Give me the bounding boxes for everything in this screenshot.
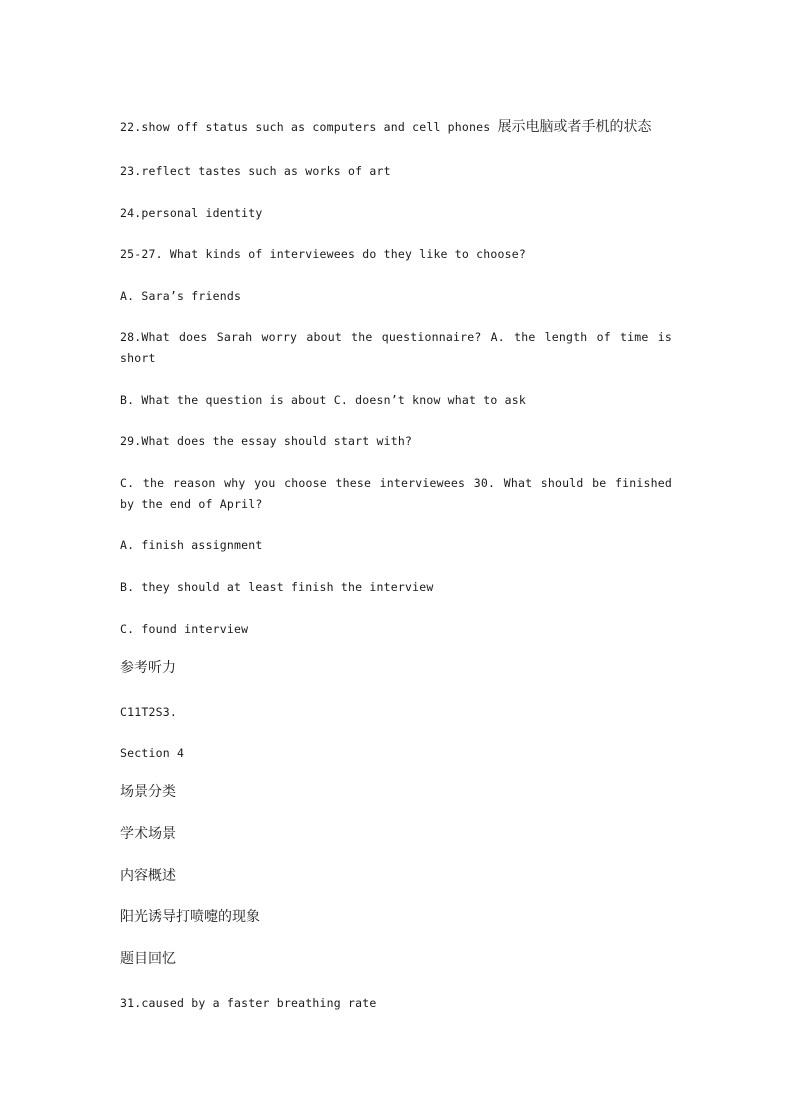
content-overview-heading: 内容概述 [120, 868, 176, 884]
question-24: 24.personal identity [120, 206, 263, 220]
question-28: 28.What does Sarah worry about the questionnaire? A. the length of time is short [120, 330, 672, 365]
question-29-c-question-30: C. the reason why you choose these interviewees 30. What should be finished by the end of April? [120, 476, 672, 511]
test-code: C11T2S3. [120, 705, 177, 719]
question-22-english: 22.show off status such as computers and cell phones [120, 120, 498, 134]
option-a-friends: A. Sara’s friends [120, 289, 242, 303]
reference-listening-heading: 参考听力 [120, 660, 176, 676]
option-c-found: C. found interview [120, 622, 249, 636]
question-recall-heading: 题目回忆 [120, 951, 176, 967]
question-22 [120, 117, 672, 138]
academic-scene-text: 学术场景 [120, 826, 176, 842]
sneeze-topic-text: 阳光诱导打喷嚏的现象 [120, 909, 260, 925]
question-29: 29.What does the essay should start with? [120, 434, 413, 448]
question-31: 31.caused by a faster breathing rate [120, 996, 377, 1010]
question-25-27: 25-27. What kinds of interviewees do they like to choose? [120, 247, 527, 261]
question-23: 23.reflect tastes such as works of art [120, 164, 391, 178]
question-22-chinese: 展示电脑或者手机的状态 [497, 119, 652, 135]
section-label: Section 4 [120, 746, 185, 760]
scene-classification-heading: 场景分类 [120, 784, 176, 800]
question-28-options-bc: B. What the question is about C. doesn’t know what to ask [120, 393, 527, 407]
option-a-finish: A. finish assignment [120, 538, 263, 552]
option-b-interview: B. they should at least finish the interview [120, 580, 434, 594]
